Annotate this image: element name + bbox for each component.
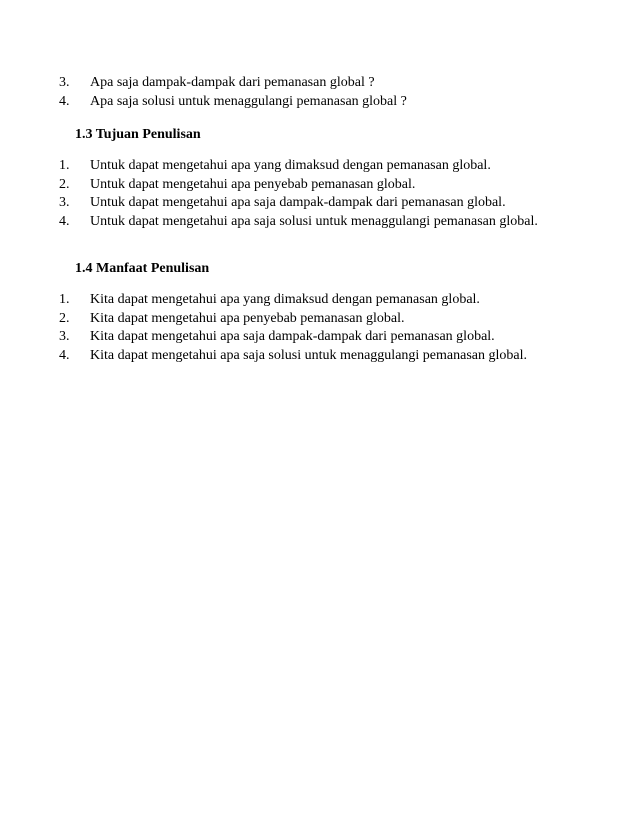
list-item — [59, 194, 538, 213]
item-number: 2. — [59, 176, 70, 192]
item-number: 1. — [59, 292, 70, 307]
item-text: Apa saja solusi untuk menaggulangi pemanasan global ? — [90, 93, 407, 109]
list-item — [59, 347, 527, 366]
item-text: Untuk dapat mengetahui apa yang dimaksud dengan pemanasan global. — [90, 158, 491, 173]
manfaat-list — [59, 291, 527, 365]
question-list — [59, 74, 407, 111]
item-text: Untuk dapat mengetahui apa penyebab pemanasan global. — [90, 176, 416, 192]
list-item — [59, 213, 538, 232]
item-text: Kita dapat mengetahui apa saja solusi untuk menaggulangi pemanasan global. — [90, 347, 527, 363]
item-number: 2. — [59, 310, 70, 326]
list-item — [59, 74, 407, 93]
item-number: 4. — [59, 213, 70, 229]
item-text: Kita dapat mengetahui apa penyebab pemanasan global. — [90, 310, 405, 326]
list-item — [59, 328, 527, 347]
list-item — [59, 157, 538, 176]
list-item — [59, 310, 527, 329]
list-item — [59, 291, 527, 310]
item-text: Kita dapat mengetahui apa yang dimaksud dengan pemanasan global. — [90, 292, 480, 307]
list-item — [59, 176, 538, 195]
item-text: Apa saja dampak-dampak dari pemanasan global ? — [90, 75, 375, 90]
item-number: 3. — [59, 329, 70, 344]
item-number: 3. — [59, 195, 70, 210]
item-number: 1. — [59, 158, 70, 173]
item-number: 3. — [59, 75, 70, 90]
item-text: Kita dapat mengetahui apa saja dampak-dampak dari pemanasan global. — [90, 329, 495, 344]
item-number: 4. — [59, 93, 70, 109]
list-item — [59, 93, 407, 112]
section-heading-manfaat: 1.4 Manfaat Penulisan — [75, 261, 210, 276]
item-text: Untuk dapat mengetahui apa saja solusi untuk menaggulangi pemanasan global. — [90, 213, 538, 229]
item-text: Untuk dapat mengetahui apa saja dampak-dampak dari pemanasan global. — [90, 195, 506, 210]
section-heading-tujuan: 1.3 Tujuan Penulisan — [75, 127, 201, 142]
tujuan-list — [59, 157, 538, 231]
item-number: 4. — [59, 347, 70, 363]
